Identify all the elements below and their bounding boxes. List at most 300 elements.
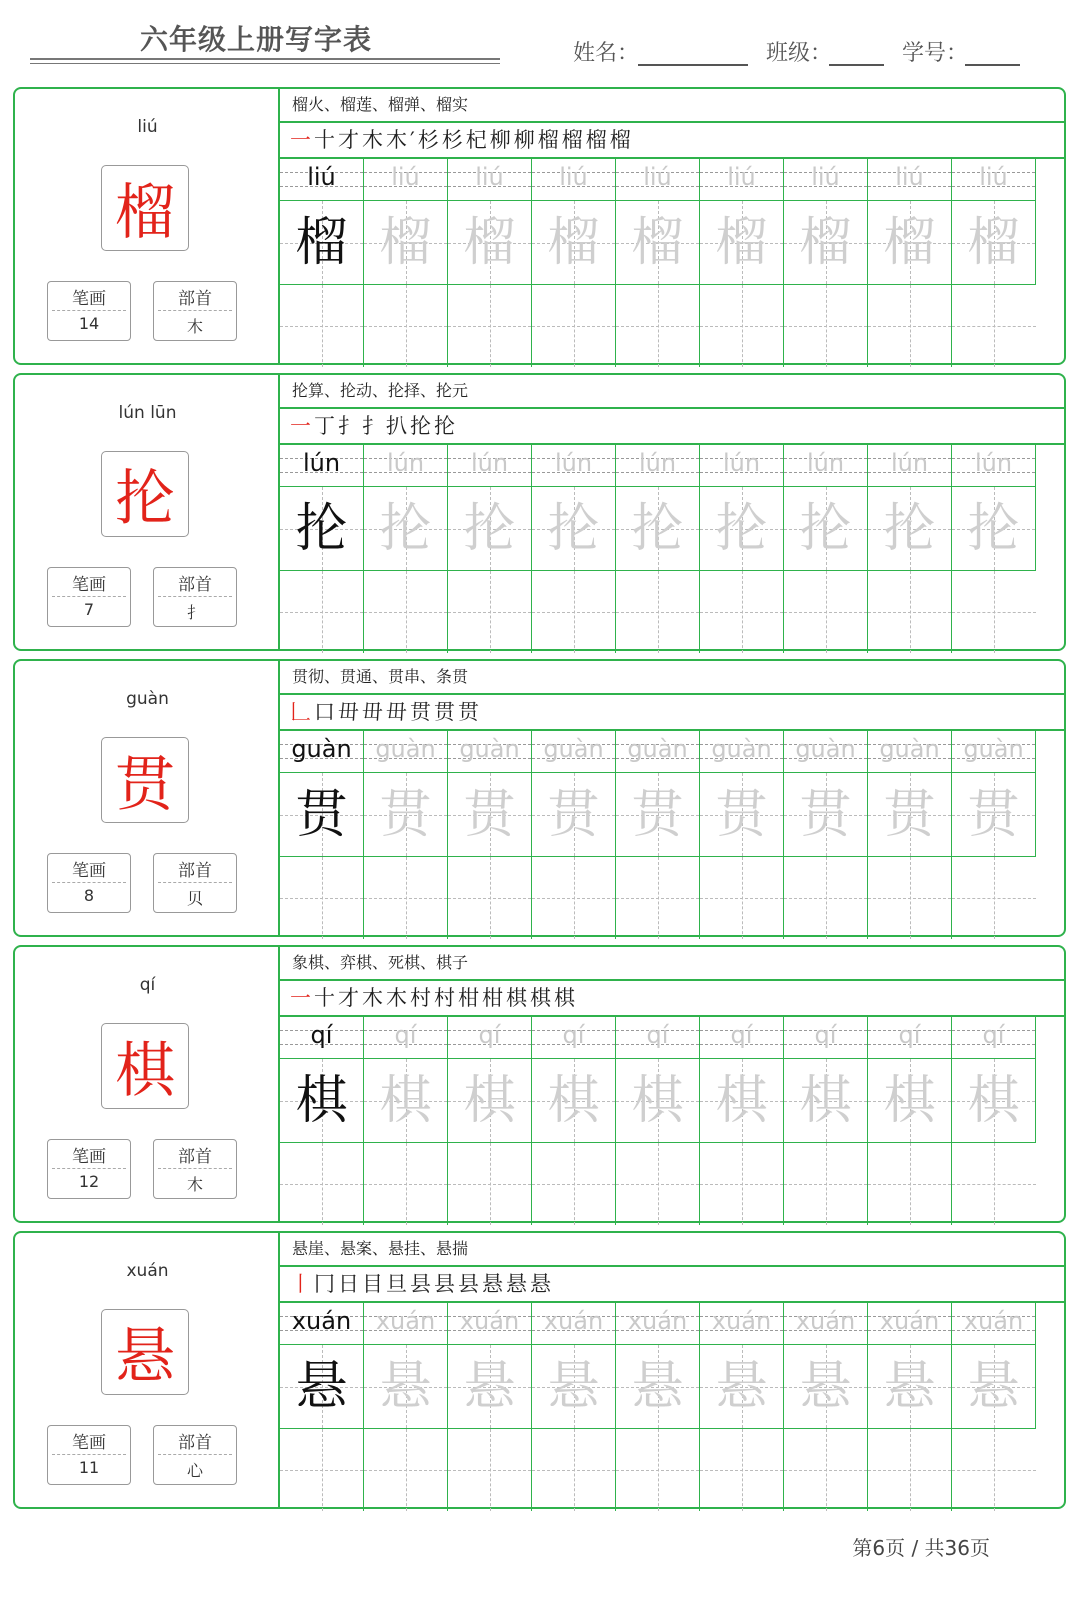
char-trace: 抡 [379,499,432,559]
pinyin-trace: liú [811,163,840,191]
pinyin-trace: lún [890,449,929,477]
character-info-panel [15,1233,280,1507]
char-trace: 棋 [379,1071,432,1131]
pinyin-trace: lún [974,449,1013,477]
stroke-step: 十 [314,128,338,152]
pinyin-trace: qí [814,1021,837,1049]
blank-practice-cell[interactable] [700,1429,784,1511]
stroke-count-box [47,1425,131,1485]
char-trace: 贯 [883,785,936,845]
pinyin-practice-cell[interactable] [952,1017,1036,1059]
pinyin-practice-cell[interactable] [616,159,700,201]
pinyin-practice-cell[interactable] [868,1017,952,1059]
pinyin-practice-cell[interactable] [700,445,784,487]
pinyin-practice-cell[interactable] [280,1303,364,1345]
stroke-step: 毌 [338,700,362,724]
blank-practice-cell[interactable] [448,857,532,939]
char-trace-cell[interactable] [784,1345,868,1429]
pinyin-practice-cell[interactable] [700,1017,784,1059]
blank-practice-cell[interactable] [364,285,448,367]
blank-practice-cell[interactable] [700,285,784,367]
stroke-step: 榴 [609,128,634,152]
practice-grid [280,731,1064,935]
radical-box [153,1425,237,1485]
char-trace-cell[interactable] [280,773,364,857]
character-info-panel [15,89,280,363]
stroke-count-label: 笔画 [72,575,106,595]
stroke-step: 贯 [410,700,434,724]
pinyin-practice-cell[interactable] [616,445,700,487]
pinyin-trace: guàn [291,735,352,763]
stroke-step: 杉 [417,128,442,152]
pinyin-trace: qí [982,1021,1005,1049]
stroke-step: 木 [362,986,386,1010]
stroke-count-label: 笔画 [72,1147,106,1167]
char-trace-cell[interactable] [700,773,784,857]
blank-practice-cell[interactable] [700,1143,784,1225]
pinyin-trace: xuán [375,1307,436,1335]
blank-practice-cell[interactable] [280,857,364,939]
title-underline-thin [30,63,500,64]
blank-practice-cell[interactable] [364,1143,448,1225]
stroke-step: 毌 [362,700,386,724]
stroke-step: 柳 [513,128,538,152]
pinyin-trace: lún [554,449,593,477]
stroke-step: 棋 [530,986,554,1010]
blank-practice-cell[interactable] [448,1429,532,1511]
radical-value: 贝 [186,889,203,908]
char-trace: 抡 [799,499,852,559]
stroke-order [280,695,1064,731]
pinyin-trace: qí [898,1021,921,1049]
blank-practice-cell[interactable] [616,857,700,939]
char-trace: 贯 [379,785,432,845]
stroke-step: 贯 [458,700,482,724]
char-trace-cell[interactable] [784,201,868,285]
stroke-count-label: 笔画 [72,861,106,881]
pinyin-trace: qí [394,1021,417,1049]
blank-practice-cell[interactable] [280,1429,364,1511]
stroke-step: 抡 [434,414,458,438]
pinyin-practice-cell[interactable] [280,445,364,487]
example-words: 抡算、抡动、抡择、抡元 [280,375,1064,409]
stroke-step: 十 [314,986,338,1010]
pinyin-practice-cell[interactable] [532,1303,616,1345]
stroke-step: 柑 [458,986,482,1010]
stroke-count-value: 12 [78,1172,100,1191]
char-trace: 悬 [967,1357,1020,1417]
char-trace-cell[interactable] [280,487,364,571]
char-trace-cell[interactable] [280,1345,364,1429]
pinyin-trace: guàn [795,735,856,763]
pinyin-trace: liú [559,163,588,191]
radical-value: 木 [186,317,203,336]
stroke-count-box [47,1139,131,1199]
stroke-step: 柑 [482,986,506,1010]
char-trace-cell[interactable] [868,201,952,285]
char-trace: 榴 [295,213,348,273]
char-trace-cell[interactable] [700,1345,784,1429]
blank-practice-cell[interactable] [280,1143,364,1225]
char-trace-cell[interactable] [868,487,952,571]
pinyin-trace: qí [310,1021,333,1049]
pinyin-practice-cell[interactable] [700,1303,784,1345]
blank-practice-cell[interactable] [868,1143,952,1225]
stroke-step: 一 [290,128,314,152]
radical-label: 部首 [178,861,212,881]
stroke-step: 目 [362,1272,386,1296]
pinyin-trace: liú [391,163,420,191]
char-trace-cell[interactable] [784,487,868,571]
pinyin-trace: guàn [627,735,688,763]
pinyin-trace: guàn [375,735,436,763]
stroke-step: 木 [386,986,410,1010]
pinyin-trace: lún [638,449,677,477]
pinyin-practice-cell[interactable] [364,445,448,487]
stroke-step: 木′ [386,128,418,152]
character-info-panel [15,375,280,649]
title-underline [30,58,500,60]
blank-practice-cell[interactable] [784,1429,868,1511]
pinyin-trace: xuán [291,1307,352,1335]
pinyin-practice-cell[interactable] [448,1303,532,1345]
pinyin-trace: lún [470,449,509,477]
char-trace-cell[interactable] [616,1059,700,1143]
char-trace-cell[interactable] [532,201,616,285]
pinyin-practice-cell[interactable] [532,731,616,773]
pinyin-trace: qí [478,1021,501,1049]
blank-practice-cell[interactable] [364,857,448,939]
pinyin-practice-cell[interactable] [280,159,364,201]
radical-label: 部首 [178,1147,212,1167]
pinyin-trace: lún [806,449,845,477]
blank-practice-cell[interactable] [532,1429,616,1511]
stroke-step: 棋 [554,986,578,1010]
pinyin-practice-cell[interactable] [364,159,448,201]
char-trace-cell[interactable] [364,487,448,571]
pinyin-trace: guàn [963,735,1024,763]
stroke-count-box [47,281,131,341]
pinyin-trace: xuán [627,1307,688,1335]
char-trace: 贯 [295,785,348,845]
char-trace-cell[interactable] [616,201,700,285]
stroke-count-value: 8 [83,886,95,905]
pinyin-trace: xuán [459,1307,520,1335]
worksheet-header [0,0,1080,80]
blank-practice-cell[interactable] [280,285,364,367]
char-trace-cell[interactable] [952,1059,1036,1143]
blank-practice-cell[interactable] [868,571,952,653]
pinyin-practice-cell[interactable] [784,731,868,773]
pinyin-practice-cell[interactable] [532,1017,616,1059]
stroke-step: 悬 [506,1272,530,1296]
char-trace-cell[interactable] [784,1059,868,1143]
blank-practice-cell[interactable] [364,1429,448,1511]
blank-practice-cell[interactable] [784,1143,868,1225]
char-trace-cell[interactable] [448,1345,532,1429]
pinyin-trace: xuán [711,1307,772,1335]
pinyin-trace: guàn [879,735,940,763]
char-trace: 贯 [715,785,768,845]
student-id-label: 学号： [902,41,969,66]
char-trace: 贯 [547,785,600,845]
char-trace-cell[interactable] [952,773,1036,857]
char-trace-cell[interactable] [952,487,1036,571]
char-trace: 悬 [295,1357,348,1417]
char-trace-cell[interactable] [868,1345,952,1429]
blank-practice-cell[interactable] [448,571,532,653]
char-trace: 棋 [967,1071,1020,1131]
char-trace: 棋 [883,1071,936,1131]
pinyin-practice-cell[interactable] [364,1017,448,1059]
blank-practice-cell[interactable] [868,285,952,367]
character-pinyin: guàn [126,689,169,709]
char-trace-cell[interactable] [280,201,364,285]
char-trace-cell[interactable] [700,201,784,285]
example-words: 象棋、弈棋、死棋、棋子 [280,947,1064,981]
blank-practice-cell[interactable] [448,1143,532,1225]
pinyin-trace: qí [646,1021,669,1049]
pinyin-practice-cell[interactable] [616,1017,700,1059]
blank-practice-cell[interactable] [532,857,616,939]
pinyin-practice-cell[interactable] [448,1017,532,1059]
stroke-step: 才 [338,986,362,1010]
stroke-step: 县 [410,1272,434,1296]
pinyin-practice-cell[interactable] [868,445,952,487]
char-trace-cell[interactable] [616,773,700,857]
pinyin-practice-cell[interactable] [448,445,532,487]
char-trace-cell[interactable] [448,1059,532,1143]
pinyin-practice-cell[interactable] [784,445,868,487]
blank-practice-cell[interactable] [700,571,784,653]
page-number: 第6页 / 共36页 [852,1536,990,1560]
char-trace: 榴 [883,213,936,273]
pinyin-practice-cell[interactable] [700,159,784,201]
char-trace-cell[interactable] [868,773,952,857]
radical-value: 心 [186,1461,203,1480]
blank-practice-cell[interactable] [868,857,952,939]
stroke-step: 扌 [362,414,386,438]
pinyin-practice-cell[interactable] [952,159,1036,201]
char-trace-cell[interactable] [448,773,532,857]
blank-practice-cell[interactable] [952,285,1036,367]
blank-practice-cell[interactable] [784,571,868,653]
class-field-line[interactable] [829,64,884,66]
char-trace: 棋 [547,1071,600,1131]
class-label: 班级： [766,41,833,66]
blank-practice-cell[interactable] [448,285,532,367]
pinyin-practice-cell[interactable] [868,159,952,201]
stroke-step: 一 [290,414,314,438]
stroke-order [280,409,1064,445]
char-trace: 悬 [463,1357,516,1417]
character-pinyin: lún lūn [118,403,177,423]
name-field-line[interactable] [638,64,748,66]
pinyin-practice-cell[interactable] [532,445,616,487]
stroke-count-label: 笔画 [72,289,106,309]
pinyin-trace: qí [730,1021,753,1049]
char-trace-cell[interactable] [532,1059,616,1143]
char-trace-cell[interactable] [532,487,616,571]
stroke-step: 悬 [482,1272,506,1296]
char-trace: 抡 [463,499,516,559]
pinyin-practice-cell[interactable] [448,731,532,773]
char-trace: 抡 [883,499,936,559]
char-trace: 棋 [631,1071,684,1131]
pinyin-trace: guàn [459,735,520,763]
blank-practice-cell[interactable] [784,285,868,367]
pinyin-practice-cell[interactable] [364,731,448,773]
char-trace-cell[interactable] [280,1059,364,1143]
character-display: 悬 [101,1309,189,1395]
char-trace-cell[interactable] [532,1345,616,1429]
practice-grid [280,159,1064,363]
char-trace: 榴 [715,213,768,273]
char-trace-cell[interactable] [364,201,448,285]
pinyin-trace: liú [895,163,924,191]
blank-practice-cell[interactable] [280,571,364,653]
character-card [13,945,1066,1223]
char-trace-cell[interactable] [448,487,532,571]
char-trace-cell[interactable] [364,773,448,857]
stroke-step: 才 [338,128,362,152]
char-trace: 榴 [547,213,600,273]
stroke-count-box [47,567,131,627]
pinyin-practice-cell[interactable] [784,1017,868,1059]
pinyin-trace: qí [562,1021,585,1049]
stroke-step: 丨 [290,1272,314,1296]
blank-practice-cell[interactable] [532,571,616,653]
pinyin-practice-cell[interactable] [280,1017,364,1059]
blank-practice-cell[interactable] [532,1143,616,1225]
blank-practice-cell[interactable] [532,285,616,367]
stroke-step: 丁 [314,414,338,438]
char-trace-cell[interactable] [616,487,700,571]
radical-label: 部首 [178,575,212,595]
char-trace-cell[interactable] [364,1345,448,1429]
char-trace: 棋 [463,1071,516,1131]
char-trace-cell[interactable] [616,1345,700,1429]
stroke-step: 村 [410,986,434,1010]
stroke-count-label: 笔画 [72,1433,106,1453]
blank-practice-cell[interactable] [784,857,868,939]
blank-practice-cell[interactable] [952,1143,1036,1225]
char-trace: 悬 [883,1357,936,1417]
character-display: 贯 [101,737,189,823]
character-info-panel [15,661,280,935]
stroke-count-box [47,853,131,913]
char-trace-cell[interactable] [448,201,532,285]
char-trace-cell[interactable] [952,201,1036,285]
character-card [13,373,1066,651]
pinyin-practice-cell[interactable] [448,159,532,201]
char-trace: 棋 [715,1071,768,1131]
char-trace: 棋 [799,1071,852,1131]
radical-box [153,853,237,913]
stroke-step: 一 [290,986,314,1010]
radical-box [153,281,237,341]
stroke-step: 棋 [506,986,530,1010]
pinyin-trace: liú [643,163,672,191]
pinyin-practice-cell[interactable] [616,1303,700,1345]
practice-grid [280,1303,1064,1507]
pinyin-practice-cell[interactable] [280,731,364,773]
stroke-step: 𠃊 [290,700,314,724]
stroke-order [280,123,1064,159]
stroke-step: 抡 [410,414,434,438]
blank-practice-cell[interactable] [616,571,700,653]
blank-practice-cell[interactable] [952,571,1036,653]
stroke-step: 榴 [537,128,562,152]
char-trace: 贯 [463,785,516,845]
char-trace-cell[interactable] [700,1059,784,1143]
blank-practice-cell[interactable] [616,1429,700,1511]
char-trace-cell[interactable] [784,773,868,857]
stroke-step: 贯 [434,700,458,724]
blank-practice-cell[interactable] [952,857,1036,939]
pinyin-practice-cell[interactable] [952,731,1036,773]
pinyin-practice-cell[interactable] [868,731,952,773]
stroke-count-value: 11 [78,1458,100,1477]
character-card [13,659,1066,937]
char-trace: 贯 [631,785,684,845]
stroke-step: 榴 [585,128,610,152]
char-trace-cell[interactable] [700,487,784,571]
character-card [13,1231,1066,1509]
pinyin-trace: lún [302,449,341,477]
character-pinyin: xuán [126,1261,169,1281]
stroke-step: 柳 [489,128,514,152]
char-trace: 贯 [967,785,1020,845]
pinyin-trace: xuán [795,1307,856,1335]
char-trace: 悬 [715,1357,768,1417]
stroke-step: 日 [338,1272,362,1296]
char-trace-cell[interactable] [532,773,616,857]
char-trace-cell[interactable] [952,1345,1036,1429]
stroke-count-value: 7 [83,600,95,619]
char-trace: 悬 [799,1357,852,1417]
name-label: 姓名： [573,41,640,66]
blank-practice-cell[interactable] [700,857,784,939]
pinyin-practice-cell[interactable] [532,159,616,201]
student-id-field-line[interactable] [965,64,1020,66]
char-trace: 榴 [379,213,432,273]
stroke-count-value: 14 [78,314,100,333]
pinyin-practice-cell[interactable] [952,445,1036,487]
pinyin-practice-cell[interactable] [784,159,868,201]
pinyin-practice-cell[interactable] [784,1303,868,1345]
char-trace: 悬 [547,1357,600,1417]
stroke-step: 榴 [561,128,586,152]
char-trace-cell[interactable] [868,1059,952,1143]
pinyin-practice-cell[interactable] [364,1303,448,1345]
pinyin-practice-cell[interactable] [868,1303,952,1345]
blank-practice-cell[interactable] [616,285,700,367]
pinyin-practice-cell[interactable] [700,731,784,773]
pinyin-practice-cell[interactable] [952,1303,1036,1345]
example-words: 悬崖、悬案、悬挂、悬揣 [280,1233,1064,1267]
char-trace-cell[interactable] [364,1059,448,1143]
char-trace: 榴 [631,213,684,273]
stroke-step: 村 [434,986,458,1010]
blank-practice-cell[interactable] [868,1429,952,1511]
blank-practice-cell[interactable] [616,1143,700,1225]
blank-practice-cell[interactable] [364,571,448,653]
blank-practice-cell[interactable] [952,1429,1036,1511]
pinyin-practice-cell[interactable] [616,731,700,773]
stroke-step: 县 [434,1272,458,1296]
character-info-panel [15,947,280,1221]
